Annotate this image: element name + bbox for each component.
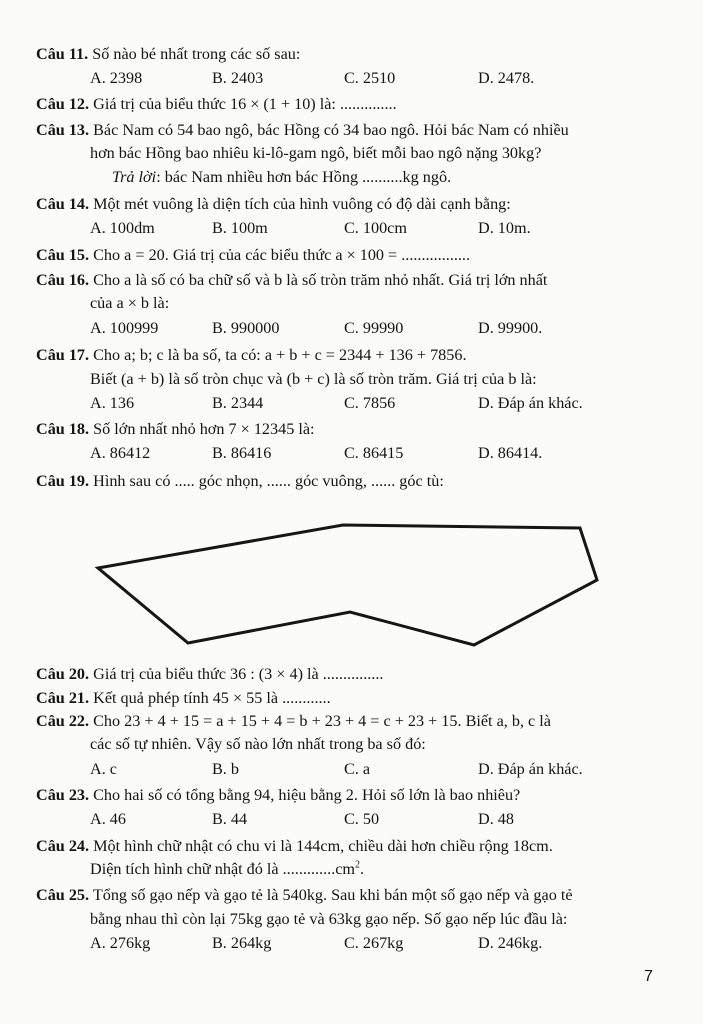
q23-option-c: C. 50 <box>344 810 380 828</box>
question-12: Câu 12. Giá trị của biểu thức 16 × (1 + 10) là: .............. <box>36 95 397 113</box>
question-22-line-2: các số tự nhiên. Vậy số nào lớn nhất trong ba số đó: <box>90 735 426 753</box>
q25-option-d: D. 246kg. <box>478 934 543 952</box>
q17-option-c: C. 7856 <box>344 394 396 412</box>
question-16: Câu 16. Cho a là số có ba chữ số và b là số tròn trăm nhỏ nhất. Giá trị lớn nhất <box>36 271 548 289</box>
q11-option-d: D. 2478. <box>478 69 535 87</box>
question-13: Câu 13. Bác Nam có 54 bao ngô, bác Hồng có 34 bao ngô. Hỏi bác Nam có nhiều <box>36 121 569 139</box>
question-14: Câu 14. Một mét vuông là diện tích của hình vuông có độ dài cạnh bằng: <box>36 195 511 213</box>
q22-option-b: B. b <box>212 760 239 778</box>
q11-option-b: B. 2403 <box>212 69 264 87</box>
question-20: Câu 20. Giá trị của biểu thức 36 : (3 × 4) là ............... <box>36 665 384 683</box>
q22-option-c: C. a <box>344 760 371 778</box>
q11-option-a: A. 2398 <box>90 69 143 87</box>
angle-polygon <box>98 525 597 645</box>
question-13-line-2: hơn bác Hồng bao nhiêu ki-lô-gam ngô, biết mỗi bao ngô nặng 30kg? <box>90 144 542 162</box>
q11-option-c: C. 2510 <box>344 69 396 87</box>
question-24-line-2: Diện tích hình chữ nhật đó là $.............cm^2$. <box>90 859 365 878</box>
q18-option-b: B. 86416 <box>212 444 272 462</box>
question-24: Câu 24. Một hình chữ nhật có chu vi là 144cm, chiều dài hơn chiều rộng 18cm. <box>36 837 553 855</box>
q14-option-c: C. 100cm <box>344 219 407 237</box>
q23-option-d: D. 48 <box>478 810 514 828</box>
q16-option-d: D. 99900. <box>478 319 543 337</box>
q25-option-b: B. 264kg <box>212 934 272 952</box>
question-15: Câu 15. Cho a = 20. Giá trị của các biểu thức a × 100 = ................. <box>36 246 471 264</box>
q22-option-a: A. c <box>90 760 117 778</box>
question-21: Câu 21. Kết quả phép tính 45 × 55 là ............ <box>36 689 331 707</box>
q14-option-d: D. 10m. <box>478 219 531 237</box>
q16-option-c: C. 99990 <box>344 319 404 337</box>
page-number: 7 <box>644 968 653 985</box>
q25-option-c: C. 267kg <box>344 934 404 952</box>
q17-option-d: D. Đáp án khác. <box>478 394 583 412</box>
question-19: Câu 19. Hình sau có ..... góc nhọn, ...... góc vuông, ...... góc tù: <box>36 472 444 490</box>
question-22: Câu 22. Cho 23 + 4 + 15 = a + 15 + 4 = b + 23 + 4 = c + 23 + 15. Biết a, b, c là <box>36 712 551 730</box>
q23-option-a: A. 46 <box>90 810 126 828</box>
q14-option-b: B. 100m <box>212 219 268 237</box>
q23-option-b: B. 44 <box>212 810 248 828</box>
q16-option-b: B. 990000 <box>212 319 280 337</box>
question-11: Câu 11. Số nào bé nhất trong các số sau: <box>36 45 301 63</box>
question-16-line-2: của a × b là: <box>90 294 170 312</box>
q18-option-a: A. 86412 <box>90 444 151 462</box>
q18-option-d: D. 86414. <box>478 444 543 462</box>
question-25-line-2: bằng nhau thì còn lại 75kg gạo tẻ và 63kg gạo nếp. Số gạo nếp lúc đầu là: <box>90 910 568 928</box>
question-18: Câu 18. Số lớn nhất nhỏ hơn 7 × 12345 là: <box>36 420 315 438</box>
question-13-answer: Trả lời: bác Nam nhiều hơn bác Hồng ..........kg ngô. <box>112 168 452 186</box>
q25-option-a: A. 276kg <box>90 934 151 952</box>
question-25: Câu 25. Tổng số gạo nếp và gạo tẻ là 540kg. Sau khi bán một số gạo nếp và gạo tẻ <box>36 886 573 904</box>
q18-option-c: C. 86415 <box>344 444 404 462</box>
question-17: Câu 17. Cho a; b; c là ba số, ta có: a + b + c = 2344 + 136 + 7856. <box>36 346 467 364</box>
q17-option-a: A. 136 <box>90 394 135 412</box>
q17-option-b: B. 2344 <box>212 394 264 412</box>
q16-option-a: A. 100999 <box>90 319 159 337</box>
q22-option-d: D. Đáp án khác. <box>478 760 583 778</box>
question-23: Câu 23. Cho hai số có tổng bằng 94, hiệu bằng 2. Hỏi số lớn là bao nhiêu? <box>36 786 521 804</box>
question-17-line-2: Biết (a + b) là số tròn chục và (b + c) là số tròn trăm. Giá trị của b là: <box>90 370 537 388</box>
q14-option-a: A. 100dm <box>90 219 155 237</box>
